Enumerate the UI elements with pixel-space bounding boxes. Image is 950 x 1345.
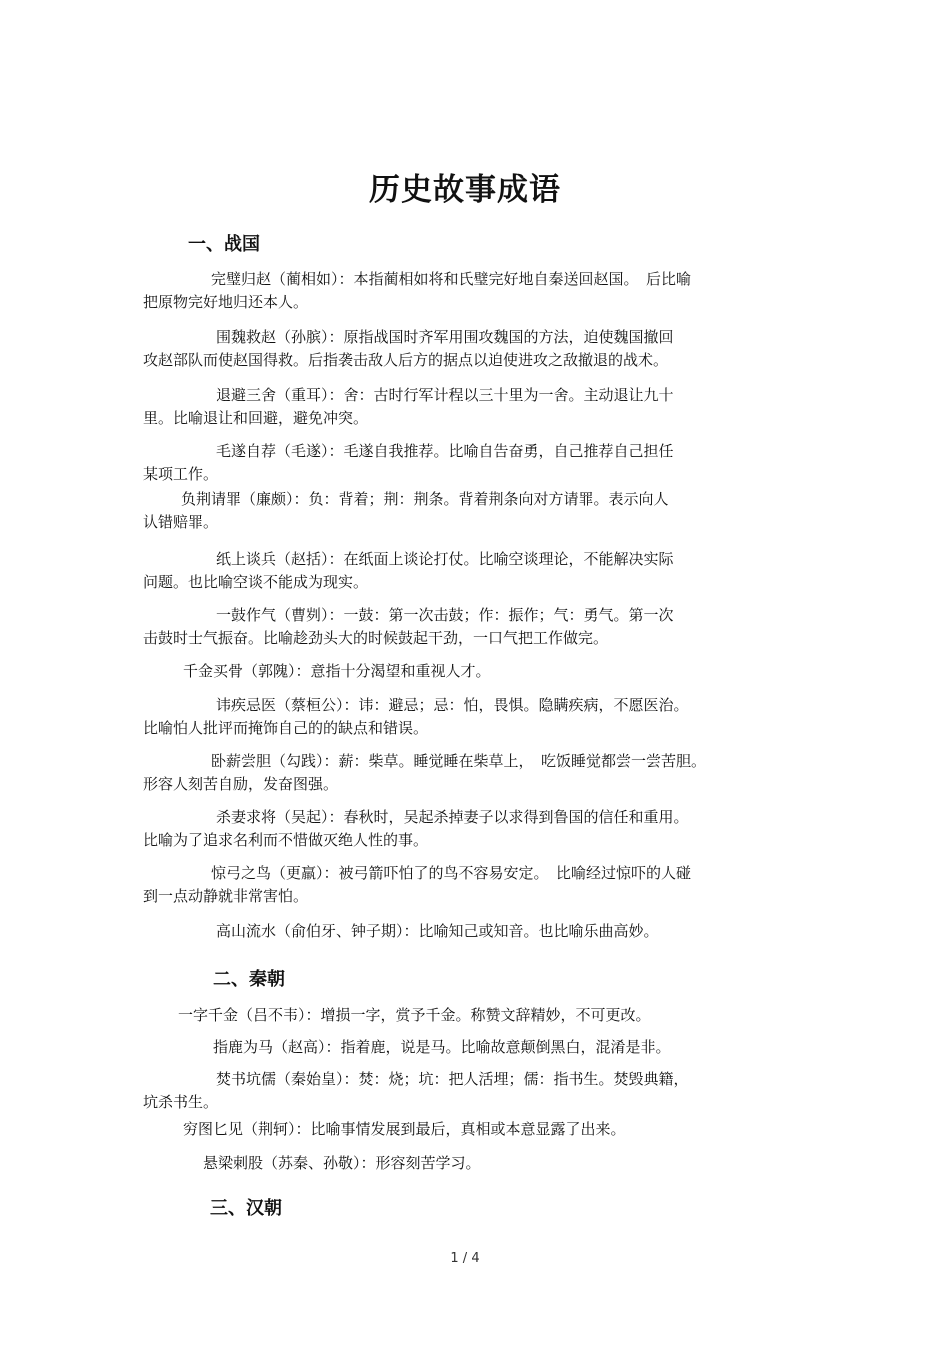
idiom-entry	[143, 660, 813, 683]
entry-line: 完璧归赵（蔺相如）：本指蔺相如将和氏璧完好地自秦送回赵国。 后比喻	[211, 270, 692, 288]
entry-line: 千金买骨（郭隗）：意指十分渴望和重视人才。	[183, 662, 491, 680]
entry-line: 围魏救赵（孙膑）：原指战国时齐军用围攻魏国的方法，迫使魏国撤回	[216, 328, 674, 346]
idiom-entry	[143, 862, 813, 908]
idiom-entry	[143, 1068, 813, 1114]
entry-line: 坑杀书生。	[143, 1093, 219, 1111]
section-heading-warring-states: 一、战国	[188, 234, 260, 255]
section-heading-qin-dynasty: 二、秦朝	[213, 969, 285, 990]
entry-line: 击鼓时士气振奋。比喻趁劲头大的时候鼓起干劲，一口气把工作做完。	[143, 629, 609, 647]
entry-line: 纸上谈兵（赵括）：在纸面上谈论打仗。比喻空谈理论，不能解决实际	[216, 550, 674, 568]
idiom-entry	[143, 750, 813, 796]
entry-line: 一鼓作气（曹刿）：一鼓：第一次击鼓；作：振作；气：勇气。第一次	[216, 606, 674, 624]
entry-line: 形容人刻苦自励，发奋图强。	[143, 775, 339, 793]
idiom-entry	[143, 1118, 813, 1141]
entry-line: 到一点动静就非常害怕。	[143, 887, 309, 905]
idiom-entry	[143, 806, 813, 852]
entry-line: 毛遂自荐（毛遂）：毛遂自我推荐。比喻自告奋勇，自己推荐自己担任	[216, 442, 674, 460]
entry-line: 悬梁刺股（苏秦、孙敬）：形容刻苦学习。	[203, 1154, 481, 1172]
idiom-entry	[143, 1004, 813, 1027]
idiom-entry	[143, 440, 813, 486]
idiom-entry	[143, 326, 813, 372]
idiom-entry	[143, 1036, 813, 1059]
entry-line: 比喻怕人批评而掩饰自己的的缺点和错误。	[143, 719, 429, 737]
section-heading-han-dynasty: 三、汉朝	[210, 1198, 282, 1219]
idiom-entry	[143, 488, 813, 534]
entry-line: 某项工作。	[143, 465, 219, 483]
entry-line: 卧薪尝胆（勾践）：薪：柴草。睡觉睡在柴草上， 吃饭睡觉都尝一尝苦胆。	[211, 752, 707, 770]
entry-line: 惊弓之鸟（更羸）：被弓箭吓怕了的鸟不容易安定。 比喻经过惊吓的人碰	[211, 864, 692, 882]
entry-line: 指鹿为马（赵高）：指着鹿，说是马。比喻故意颠倒黑白，混淆是非。	[213, 1038, 671, 1056]
idiom-entry	[143, 694, 813, 740]
idiom-entry	[143, 604, 813, 650]
idiom-entry	[143, 1152, 813, 1175]
entry-line: 负荆请罪（廉颇）：负：背着；荆：荆条。背着荆条向对方请罪。表示向人	[181, 490, 669, 508]
entry-line: 一字千金（吕不韦）：增损一字，赏予千金。称赞文辞精妙，不可更改。	[178, 1006, 651, 1024]
entry-line: 比喻为了追求名利而不惜做灭绝人性的事。	[143, 831, 429, 849]
entry-line: 问题。也比喻空谈不能成为现实。	[143, 573, 369, 591]
entry-line: 穷图匕见（荆轲）：比喻事情发展到最后，真相或本意显露了出来。	[183, 1120, 626, 1138]
entry-line: 讳疾忌医（蔡桓公）：讳：避忌；忌：怕，畏惧。隐瞒疾病，不愿医治。	[216, 696, 689, 714]
entry-line: 把原物完好地归还本人。	[143, 293, 309, 311]
entry-line: 退避三舍（重耳）：舍：古时行军计程以三十里为一舍。主动退让九十	[216, 386, 674, 404]
idiom-entry	[143, 920, 813, 943]
entry-line: 攻赵部队而使赵国得救。后指袭击敌人后方的据点以迫使进攻之敌撤退的战术。	[143, 351, 669, 369]
idiom-entry	[143, 548, 813, 594]
entry-line: 里。比喻退让和回避，避免冲突。	[143, 409, 369, 427]
entry-line: 高山流水（俞伯牙、钟子期）：比喻知己或知音。也比喻乐曲高妙。	[216, 922, 659, 940]
idiom-entry	[143, 384, 813, 430]
entry-line: 认错赔罪。	[143, 513, 219, 531]
idiom-entry	[143, 268, 813, 314]
page-number: 1 / 4	[450, 1251, 480, 1266]
entry-line: 焚书坑儒（秦始皇）：焚：烧；坑：把人活埋；儒：指书生。焚毁典籍，	[216, 1070, 689, 1088]
entry-line: 杀妻求将（吴起）：春秋时，吴起杀掉妻子以求得到鲁国的信任和重用。	[216, 808, 689, 826]
document-title: 历史故事成语	[369, 172, 561, 208]
